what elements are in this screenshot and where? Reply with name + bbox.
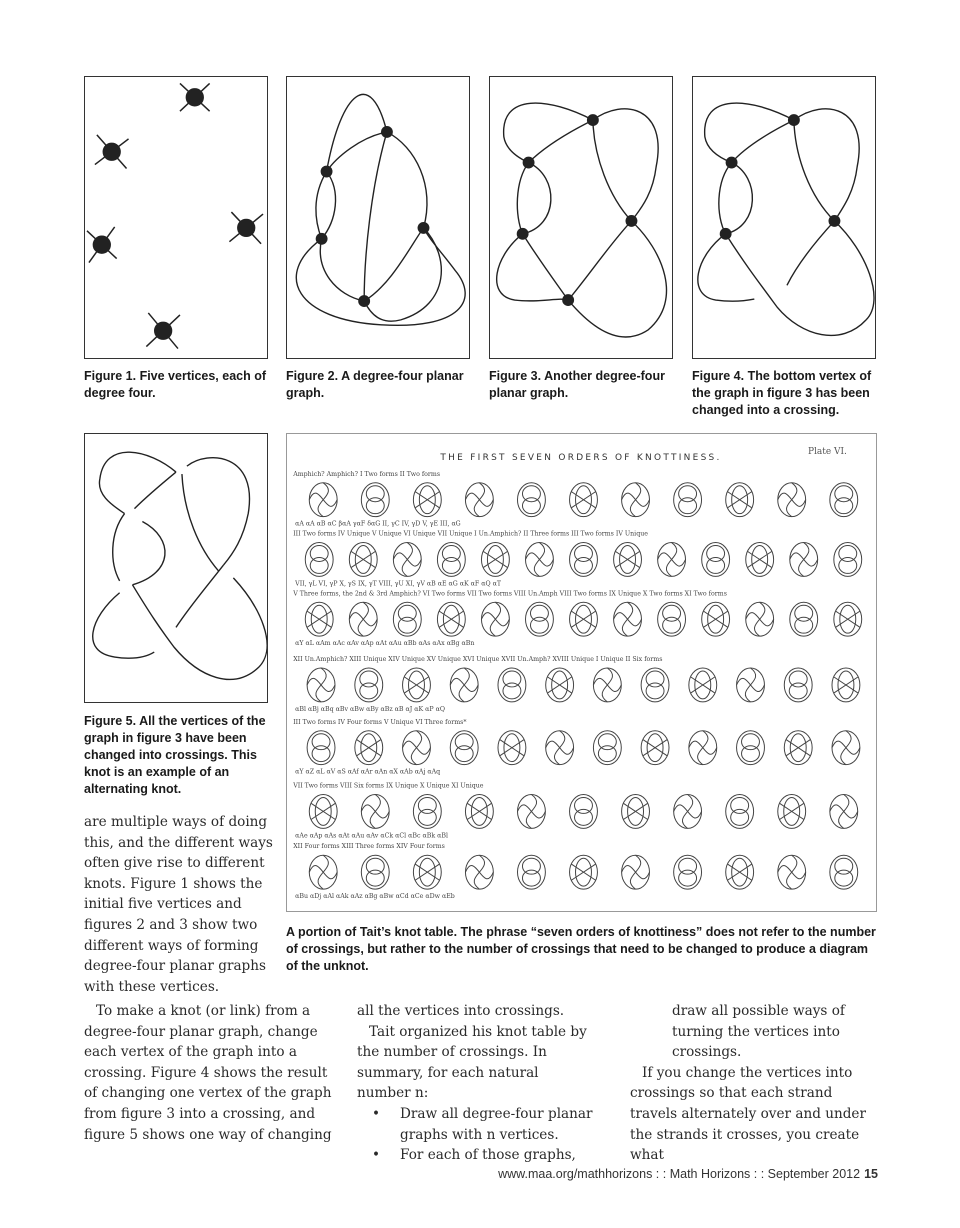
tait-knot-diagram (546, 731, 574, 765)
tait-knot-diagram (726, 794, 754, 828)
tait-knot-diagram (413, 483, 441, 517)
tait-row-header: V Three forms, the 2nd & 3rd Amphich? VI Two forms VII Two forms VIII Un.Amph VIII Two forms IX Unique X Two forms XI Two forms (293, 590, 727, 598)
figure-2-svg (287, 77, 469, 358)
tait-knot-diagram (403, 731, 431, 765)
tait-caption: A portion of Tait’s knot table. The phrase “seven orders of knottiness” does not refer to the number of crossings, but rather to the number of crossings that need to be changed to produce a diagram of the unknot. (286, 925, 876, 973)
tait-knot-diagram (726, 483, 754, 517)
tait-knot-diagram (526, 543, 554, 577)
tait-knot-diagram (517, 794, 545, 828)
tait-row-labels: αAe αAp αAs αAt αAu αAv αCk αCl αBc αBk αBl (295, 832, 448, 840)
tait-knot-diagram (570, 794, 598, 828)
tait-knot-diagram (349, 543, 377, 577)
tait-knot-diagram (355, 731, 383, 765)
tait-knot-diagram (674, 483, 702, 517)
tait-plate-label: Plate VI. (808, 446, 847, 457)
tait-row-labels: VII, γL VI, γP X, γS IX, γT VIII, γU XI, γV αB αE αG αK αF αQ αT (295, 580, 502, 588)
tait-knot-diagram (832, 668, 860, 702)
tait-knot-diagram (546, 668, 574, 702)
tait-knot-diagram (726, 855, 754, 889)
tait-row-labels: αA αA αB αC βαA γαF δαG II, γC IV, γD V, γE III, αG (295, 520, 461, 528)
figure-1-caption: Figure 1. Five vertices, each of degree four. (84, 369, 267, 400)
figure-5-alternating-knot (84, 433, 268, 703)
figure-3-planar-graph (489, 76, 673, 359)
tait-knot-diagram (465, 855, 493, 889)
tait-knot-diagram (832, 731, 860, 765)
tait-knot-diagram (450, 731, 478, 765)
tait-knot-diagram (309, 483, 337, 517)
tait-knot-diagram (622, 483, 650, 517)
tait-row-labels: αBl αBj αBq αBv αBw αBy αBz αB αJ αK αP αQ (295, 705, 445, 713)
tait-knot-diagram (361, 794, 389, 828)
tait-knot-diagram (689, 668, 717, 702)
vertex-upper-left (523, 157, 535, 169)
vertex-3 (229, 212, 263, 244)
tait-knot-diagram (465, 483, 493, 517)
figure-1-five-vertices (84, 76, 268, 359)
column-1-bottom (84, 1001, 334, 1145)
tait-knot-diagram (437, 602, 465, 636)
tait-row-header: III Two forms IV Four forms V Unique VI Three forms* (293, 718, 467, 726)
tait-knot-diagram (309, 794, 337, 828)
vertex-upper-left (726, 157, 738, 169)
vertex-top (587, 114, 599, 126)
figure-4-svg (693, 77, 875, 358)
tait-knot-diagram (658, 543, 686, 577)
tait-knot-diagram (570, 855, 598, 889)
tait-knot-diagram (622, 794, 650, 828)
tait-knot-diagram (393, 543, 421, 577)
vertex-right (418, 222, 430, 234)
tait-row-header: XII Four forms XIII Three forms XIV Four forms (293, 843, 445, 851)
tait-knot-diagram (413, 794, 441, 828)
figure-5-caption: Figure 5. All the vertices of the graph in figure 3 have been changed into crossings. This knot is an example of an alternating knot. (84, 714, 266, 796)
col2-bullet-list (357, 1104, 594, 1166)
tait-knot-diagram (834, 602, 862, 636)
tait-knot-diagram (702, 602, 730, 636)
tait-knot-diagram (790, 543, 818, 577)
tait-knot-diagram (778, 855, 806, 889)
col1-paragraph-2: To make a knot (or link) from a degree-four planar graph, change each vertex of the graph into a crossing. Figure 4 shows the result of changing one vertex of the graph from figure 3 into a crossing, and figure 5 shows one way of changing (84, 1003, 332, 1143)
tait-knot-diagram (481, 602, 509, 636)
vertex-2 (95, 135, 129, 169)
figure-5-svg (85, 434, 267, 702)
vertex-bottom (358, 295, 370, 307)
tait-table-svg (287, 434, 876, 911)
vertex-4 (87, 227, 117, 263)
vertex-lower-left (517, 228, 529, 240)
tait-knot-diagram (593, 731, 621, 765)
tait-knot-diagram (570, 602, 598, 636)
tait-row-header: III Two forms IV Unique V Unique VI Unique VII Unique I Un.Amphich? II Three forms III Two forms IV Unique (293, 530, 648, 538)
footer-text: www.maa.org/mathhorizons : : Math Horizons : : September 2012 (498, 1167, 861, 1181)
tait-knot-diagram (498, 668, 526, 702)
tait-knot-diagram (526, 602, 554, 636)
tait-title: THE FIRST SEVEN ORDERS OF KNOTTINESS. (440, 452, 722, 463)
tait-knot-diagram (309, 855, 337, 889)
tait-knot-diagram (746, 602, 774, 636)
tait-knot-diagram (450, 668, 478, 702)
col2-bullet-1: • Draw all degree-four planar graphs with n vertices. (357, 1104, 594, 1145)
tait-knot-diagram (614, 543, 642, 577)
tait-knot-diagram (834, 543, 862, 577)
tait-knot-diagram (305, 543, 333, 577)
tait-knot-diagram (689, 731, 717, 765)
tait-knot-diagram (393, 602, 421, 636)
tait-knot-table (286, 433, 877, 912)
tait-knot-diagram (517, 855, 545, 889)
page-number: 15 (864, 1167, 878, 1181)
tait-knot-diagram (361, 855, 389, 889)
figure-4-caption: Figure 4. The bottom vertex of the graph in figure 3 has been changed into a crossing. (692, 369, 872, 417)
tait-row-header: VII Two forms VIII Six forms IX Unique X Unique XI Unique (293, 782, 484, 790)
vertex-lower-left (316, 233, 328, 245)
vertex-top (381, 126, 393, 138)
col2-bullet-2: • For each of those graphs, (357, 1145, 594, 1166)
vertex-5 (146, 313, 180, 349)
column-1-top (84, 812, 274, 997)
tait-knot-diagram (498, 731, 526, 765)
tait-knot-diagram (622, 855, 650, 889)
tait-knot-diagram (517, 483, 545, 517)
tait-knot-grid (292, 471, 862, 900)
figure-1-svg (85, 77, 267, 358)
figure-3-caption: Figure 3. Another degree-four planar graph. (489, 369, 665, 400)
tait-knot-diagram (674, 794, 702, 828)
tait-knot-diagram (355, 668, 383, 702)
tait-knot-diagram (784, 668, 812, 702)
tait-knot-diagram (746, 543, 774, 577)
tait-knot-diagram (641, 668, 669, 702)
column-3 (630, 1001, 880, 1166)
col3-paragraph-1: draw all possible ways of turning the vertices into crossings. (672, 1003, 845, 1061)
vertex-1 (180, 83, 210, 111)
vertex-bottom (562, 294, 574, 306)
col2-paragraph-2: Tait organized his knot table by the number of crossings. In summary, for each natural number n: (357, 1023, 587, 1102)
page-footer (480, 1167, 878, 1181)
tait-knot-diagram (481, 543, 509, 577)
tait-knot-diagram (658, 602, 686, 636)
tait-knot-diagram (778, 483, 806, 517)
tait-knot-diagram (641, 731, 669, 765)
vertex-top (788, 114, 800, 126)
figure-2-planar-graph (286, 76, 470, 359)
vertex-right (829, 215, 841, 227)
tait-knot-diagram (778, 794, 806, 828)
col2-paragraph-1: all the vertices into crossings. (357, 1003, 565, 1019)
tait-knot-diagram (465, 794, 493, 828)
tait-row-labels: αY αL αAm αAc αAv αAp αAt αAu αBb αAs αAx αBg αBn (295, 640, 475, 648)
tait-knot-diagram (305, 602, 333, 636)
tait-knot-diagram (737, 731, 765, 765)
vertex-upper-left (321, 166, 333, 178)
tait-knot-diagram (349, 602, 377, 636)
tait-knot-diagram (307, 731, 335, 765)
tait-knot-diagram (784, 731, 812, 765)
tait-knot-diagram (790, 602, 818, 636)
tait-knot-diagram (674, 855, 702, 889)
tait-row-header: Amphich? Amphich? I Two forms II Two forms (293, 470, 441, 478)
column-2 (357, 1001, 594, 1166)
figure-3-svg (490, 77, 672, 358)
tait-row-labels: αY αZ αL αV αS αAf αAr αAn αX αAb αAj αAq (295, 768, 441, 776)
tait-knot-diagram (702, 543, 730, 577)
tait-knot-diagram (570, 543, 598, 577)
figure-4-one-crossing (692, 76, 876, 359)
vertex-right (626, 215, 638, 227)
vertex-lower-left (720, 228, 732, 240)
tait-knot-diagram (403, 668, 431, 702)
tait-knot-diagram (830, 855, 858, 889)
tait-knot-diagram (413, 855, 441, 889)
tait-knot-diagram (593, 668, 621, 702)
tait-knot-diagram (307, 668, 335, 702)
tait-row-labels: αBu αDj αAl αAk αAz αBg αBw αCd αCe αDw αEb (295, 893, 455, 901)
tait-knot-diagram (361, 483, 389, 517)
col1-paragraph-1: are multiple ways of doing this, and the different ways often give rise to different knots. Figure 1 shows the initial five vertices and figures 2 and 3 show two different ways of forming degree-four planar graphs with these vertices. (84, 814, 273, 995)
tait-knot-diagram (737, 668, 765, 702)
tait-knot-diagram (830, 483, 858, 517)
tait-knot-diagram (570, 483, 598, 517)
tait-knot-diagram (614, 602, 642, 636)
tait-row-header: XII Un.Amphich? XIII Unique XIV Unique XV Unique XVI Unique XVII Un.Amph? XVIII Unique I Unique II Six forms (293, 656, 663, 664)
col3-paragraph-2: If you change the vertices into crossings so that each strand travels alternately over and under the strands it crosses, you create what (630, 1064, 866, 1164)
figure-2-caption: Figure 2. A degree-four planar graph. (286, 369, 464, 400)
tait-knot-diagram (437, 543, 465, 577)
tait-knot-diagram (830, 794, 858, 828)
